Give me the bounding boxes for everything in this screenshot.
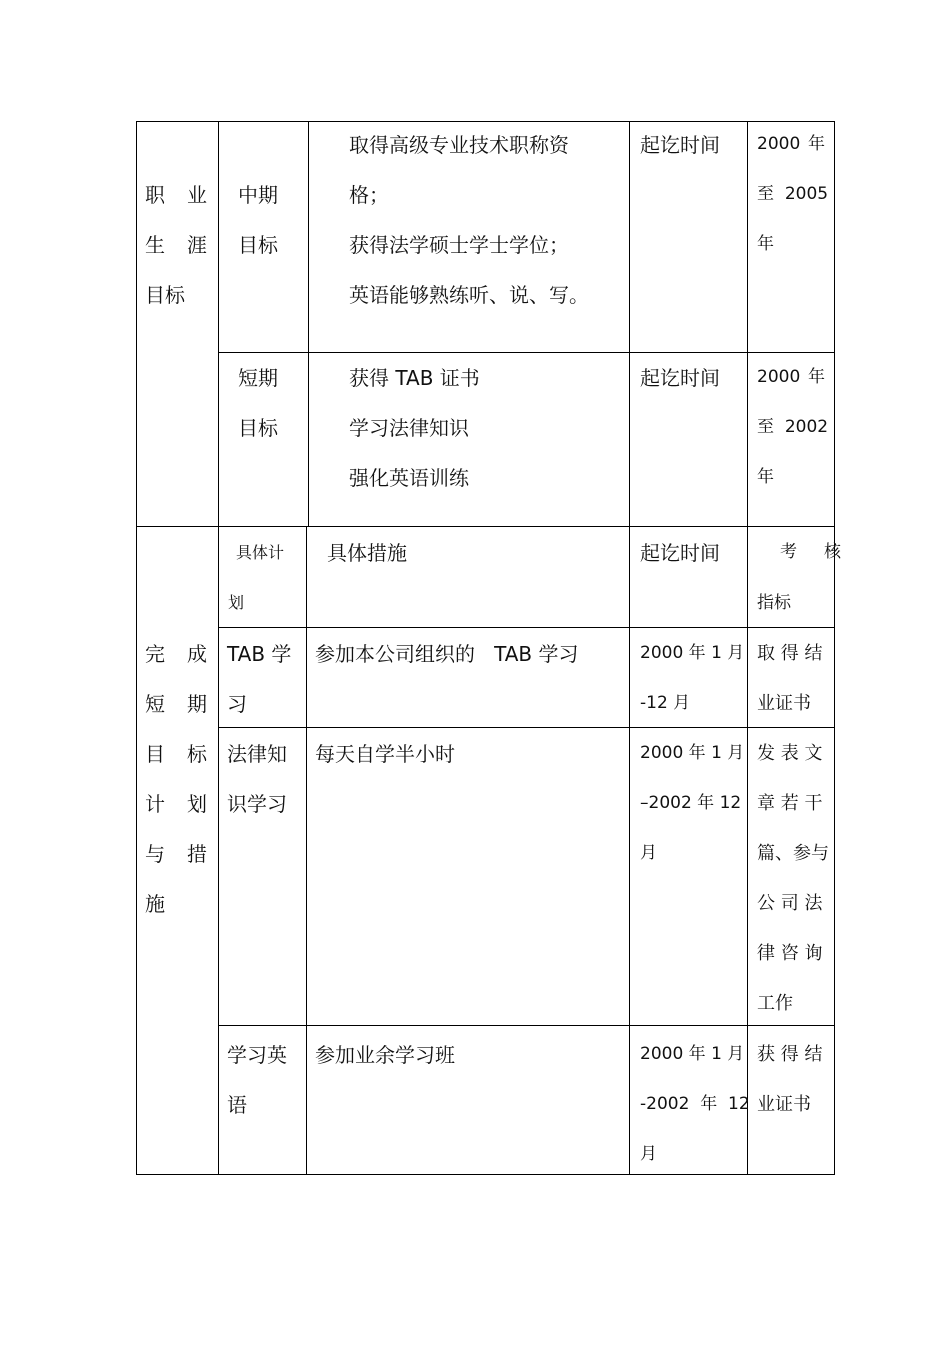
header-char: 涯	[187, 233, 207, 257]
table-border-bottom	[136, 1174, 835, 1175]
short-term-label: 短期	[238, 366, 278, 390]
table-border-top	[136, 121, 835, 122]
header-char: 职	[145, 183, 165, 207]
plan-indicator: 业证书	[757, 693, 811, 714]
table-border-right	[834, 121, 835, 1175]
period-text: 年	[757, 467, 774, 487]
period-text: 2000	[757, 134, 801, 154]
column-header-plan: 具体计	[236, 543, 285, 562]
plan-measure: 参加业余学习班	[315, 1043, 455, 1067]
column-divider	[218, 121, 219, 1175]
row-divider	[218, 1025, 835, 1026]
plan-time: –2002 年 12	[640, 793, 742, 813]
plan-name: TAB 学	[227, 642, 292, 666]
plan-time: 2000 年 1 月	[640, 643, 745, 663]
column-header-plan: 划	[228, 593, 245, 612]
mid-term-goal: 获得法学硕士学士学位；	[349, 233, 569, 257]
header-char: 业	[187, 183, 207, 207]
column-divider	[306, 526, 307, 1175]
plan-indicator: 业证书	[757, 1094, 811, 1115]
time-label: 起讫时间	[640, 133, 720, 157]
header-char: 生	[145, 233, 165, 257]
header-char: 计	[145, 792, 165, 816]
row-divider	[218, 352, 835, 353]
plan-time: -2002 年 12	[640, 1094, 750, 1114]
plan-time: 月	[640, 843, 657, 863]
plan-name: 法律知	[227, 742, 287, 766]
column-divider	[308, 121, 309, 527]
plan-indicator: 取 得 结	[757, 643, 823, 664]
column-header-indicator: 考	[780, 542, 797, 562]
plan-indicator: 工作	[757, 993, 793, 1014]
plan-time: -12 月	[640, 693, 691, 713]
table-border-left	[136, 121, 137, 1175]
header-char: 期	[187, 692, 207, 716]
header-char: 成	[187, 642, 207, 666]
header-char: 措	[187, 842, 207, 866]
period-text: 至	[757, 184, 774, 204]
plan-name: 习	[227, 692, 247, 716]
column-header-indicator: 核	[824, 542, 842, 562]
plan-indicator: 律 咨 询	[757, 943, 823, 964]
short-term-goal: 强化英语训练	[349, 466, 469, 490]
plan-indicator: 发 表 文	[757, 743, 823, 764]
time-label: 起讫时间	[640, 366, 720, 390]
mid-term-goal: 英语能够熟练听、说、写。	[349, 283, 589, 307]
mid-term-label: 中期	[238, 183, 278, 207]
short-term-goal: 学习法律知识	[349, 416, 469, 440]
plan-measure: 参加本公司组织的 TAB 学习	[315, 642, 579, 666]
mid-term-goal: 格；	[349, 183, 389, 207]
plan-name: 语	[227, 1093, 247, 1117]
period-text: 2002	[784, 417, 829, 437]
short-term-goal: 获得 TAB 证书	[349, 366, 480, 390]
short-term-label: 目标	[238, 416, 278, 440]
plan-time: 2000 年 1 月	[640, 1044, 745, 1064]
mid-term-label: 目标	[238, 233, 278, 257]
header-char: 目	[145, 742, 165, 766]
section-divider	[136, 526, 835, 527]
header-char: 标	[187, 742, 207, 766]
period-text: 2000	[757, 367, 801, 387]
row-divider	[218, 627, 835, 628]
plan-name: 识学习	[227, 792, 287, 816]
plan-name: 学习英	[227, 1043, 287, 1067]
plan-indicator: 获 得 结	[757, 1044, 823, 1065]
column-header-measure: 具体措施	[327, 541, 407, 565]
period-text: 2005	[784, 184, 829, 204]
plan-indicator: 公 司 法	[757, 893, 823, 914]
plan-indicator: 篇、参与	[757, 843, 829, 864]
column-divider	[747, 121, 748, 1175]
header-char: 施	[145, 892, 165, 916]
plan-measure: 每天自学半小时	[315, 742, 455, 766]
header-char: 目标	[145, 283, 185, 307]
period-text: 年	[808, 367, 825, 387]
plan-time: 月	[640, 1144, 657, 1164]
row-divider	[218, 727, 835, 728]
period-text: 至	[757, 417, 774, 437]
period-text: 年	[757, 234, 774, 254]
header-char: 划	[187, 792, 207, 816]
plan-time: 2000 年 1 月	[640, 743, 745, 763]
header-char: 短	[145, 692, 165, 716]
column-header-indicator: 指标	[757, 593, 791, 613]
mid-term-goal: 取得高级专业技术职称资	[349, 133, 569, 157]
column-divider	[629, 121, 630, 1175]
column-header-time: 起讫时间	[640, 541, 720, 565]
header-char: 与	[145, 842, 165, 866]
header-char: 完	[145, 642, 165, 666]
period-text: 年	[808, 134, 825, 154]
plan-indicator: 章 若 干	[757, 793, 823, 814]
